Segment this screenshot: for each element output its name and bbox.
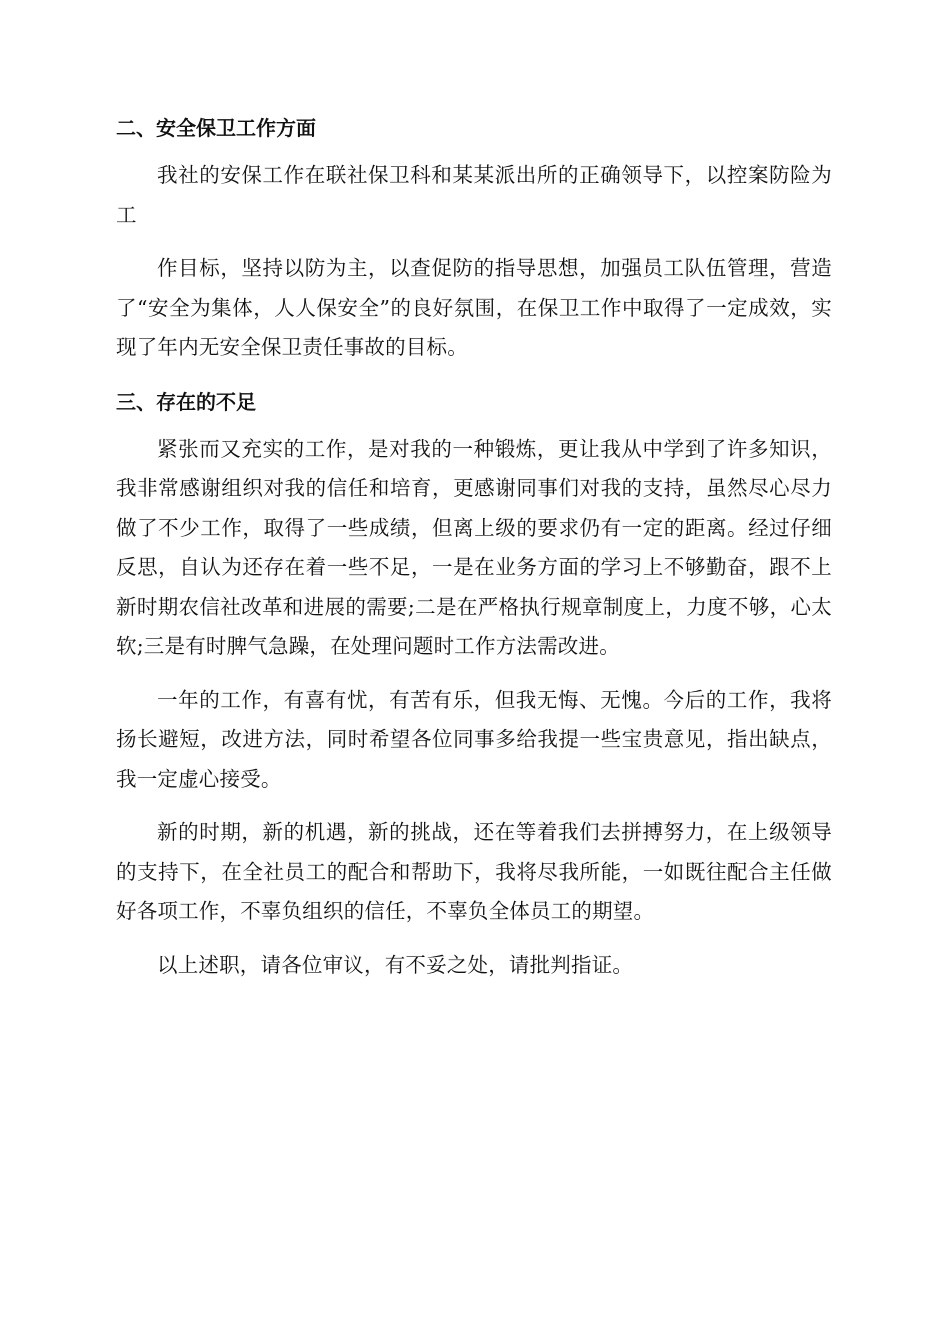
section-heading-shortcomings: 三、存在的不足 xyxy=(116,389,256,414)
document-page xyxy=(116,108,832,999)
paragraph: 我社的安保工作在联社保卫科和某某派出所的正确领导下，以控案防险为工 xyxy=(116,163,832,227)
paragraph: 作目标，坚持以防为主，以查促防的指导思想，加强员工队伍管理，营造了“安全为集体，人人保安全”的良好氛围，在保卫工作中取得了一定成效，实现了年内无安全保卫责任事故的目标。 xyxy=(116,256,832,359)
section-heading-security: 二、安全保卫工作方面 xyxy=(116,116,316,140)
paragraph: 以上述职，请各位审议，有不妥之处，请批判指证。 xyxy=(157,952,634,977)
paragraph: 紧张而又充实的工作，是对我的一种锻炼，更让我从中学到了许多知识，我非常感谢组织对我的信任和培育，更感谢同事们对我的支持，虽然尽心尽力做了不少工作，取得了一些成绩，但离上级的要求仍有一定的距离。经过仔细反思，自认为还存在着一些不足，一是在业务方面的学习上不够勤奋，跟不上新时期农信社改革和进展的需要;二是在严格执行规章制度上，力度不够，心太软;三是有时脾气急躁，在处理问题时工作方法需改进。 xyxy=(116,436,832,658)
paragraph: 新的时期，新的机遇，新的挑战，还在等着我们去拼搏努力，在上级领导的支持下，在全社员工的配合和帮助下，我将尽我所能，一如既往配合主任做好各项工作，不辜负组织的信任，不辜负全体员工的期望。 xyxy=(116,820,832,923)
paragraph: 一年的工作，有喜有忧，有苦有乐，但我无悔、无愧。今后的工作，我将扬长避短，改进方法，同时希望各位同事多给我提一些宝贵意见，指出缺点，我一定虚心接受。 xyxy=(116,687,832,791)
